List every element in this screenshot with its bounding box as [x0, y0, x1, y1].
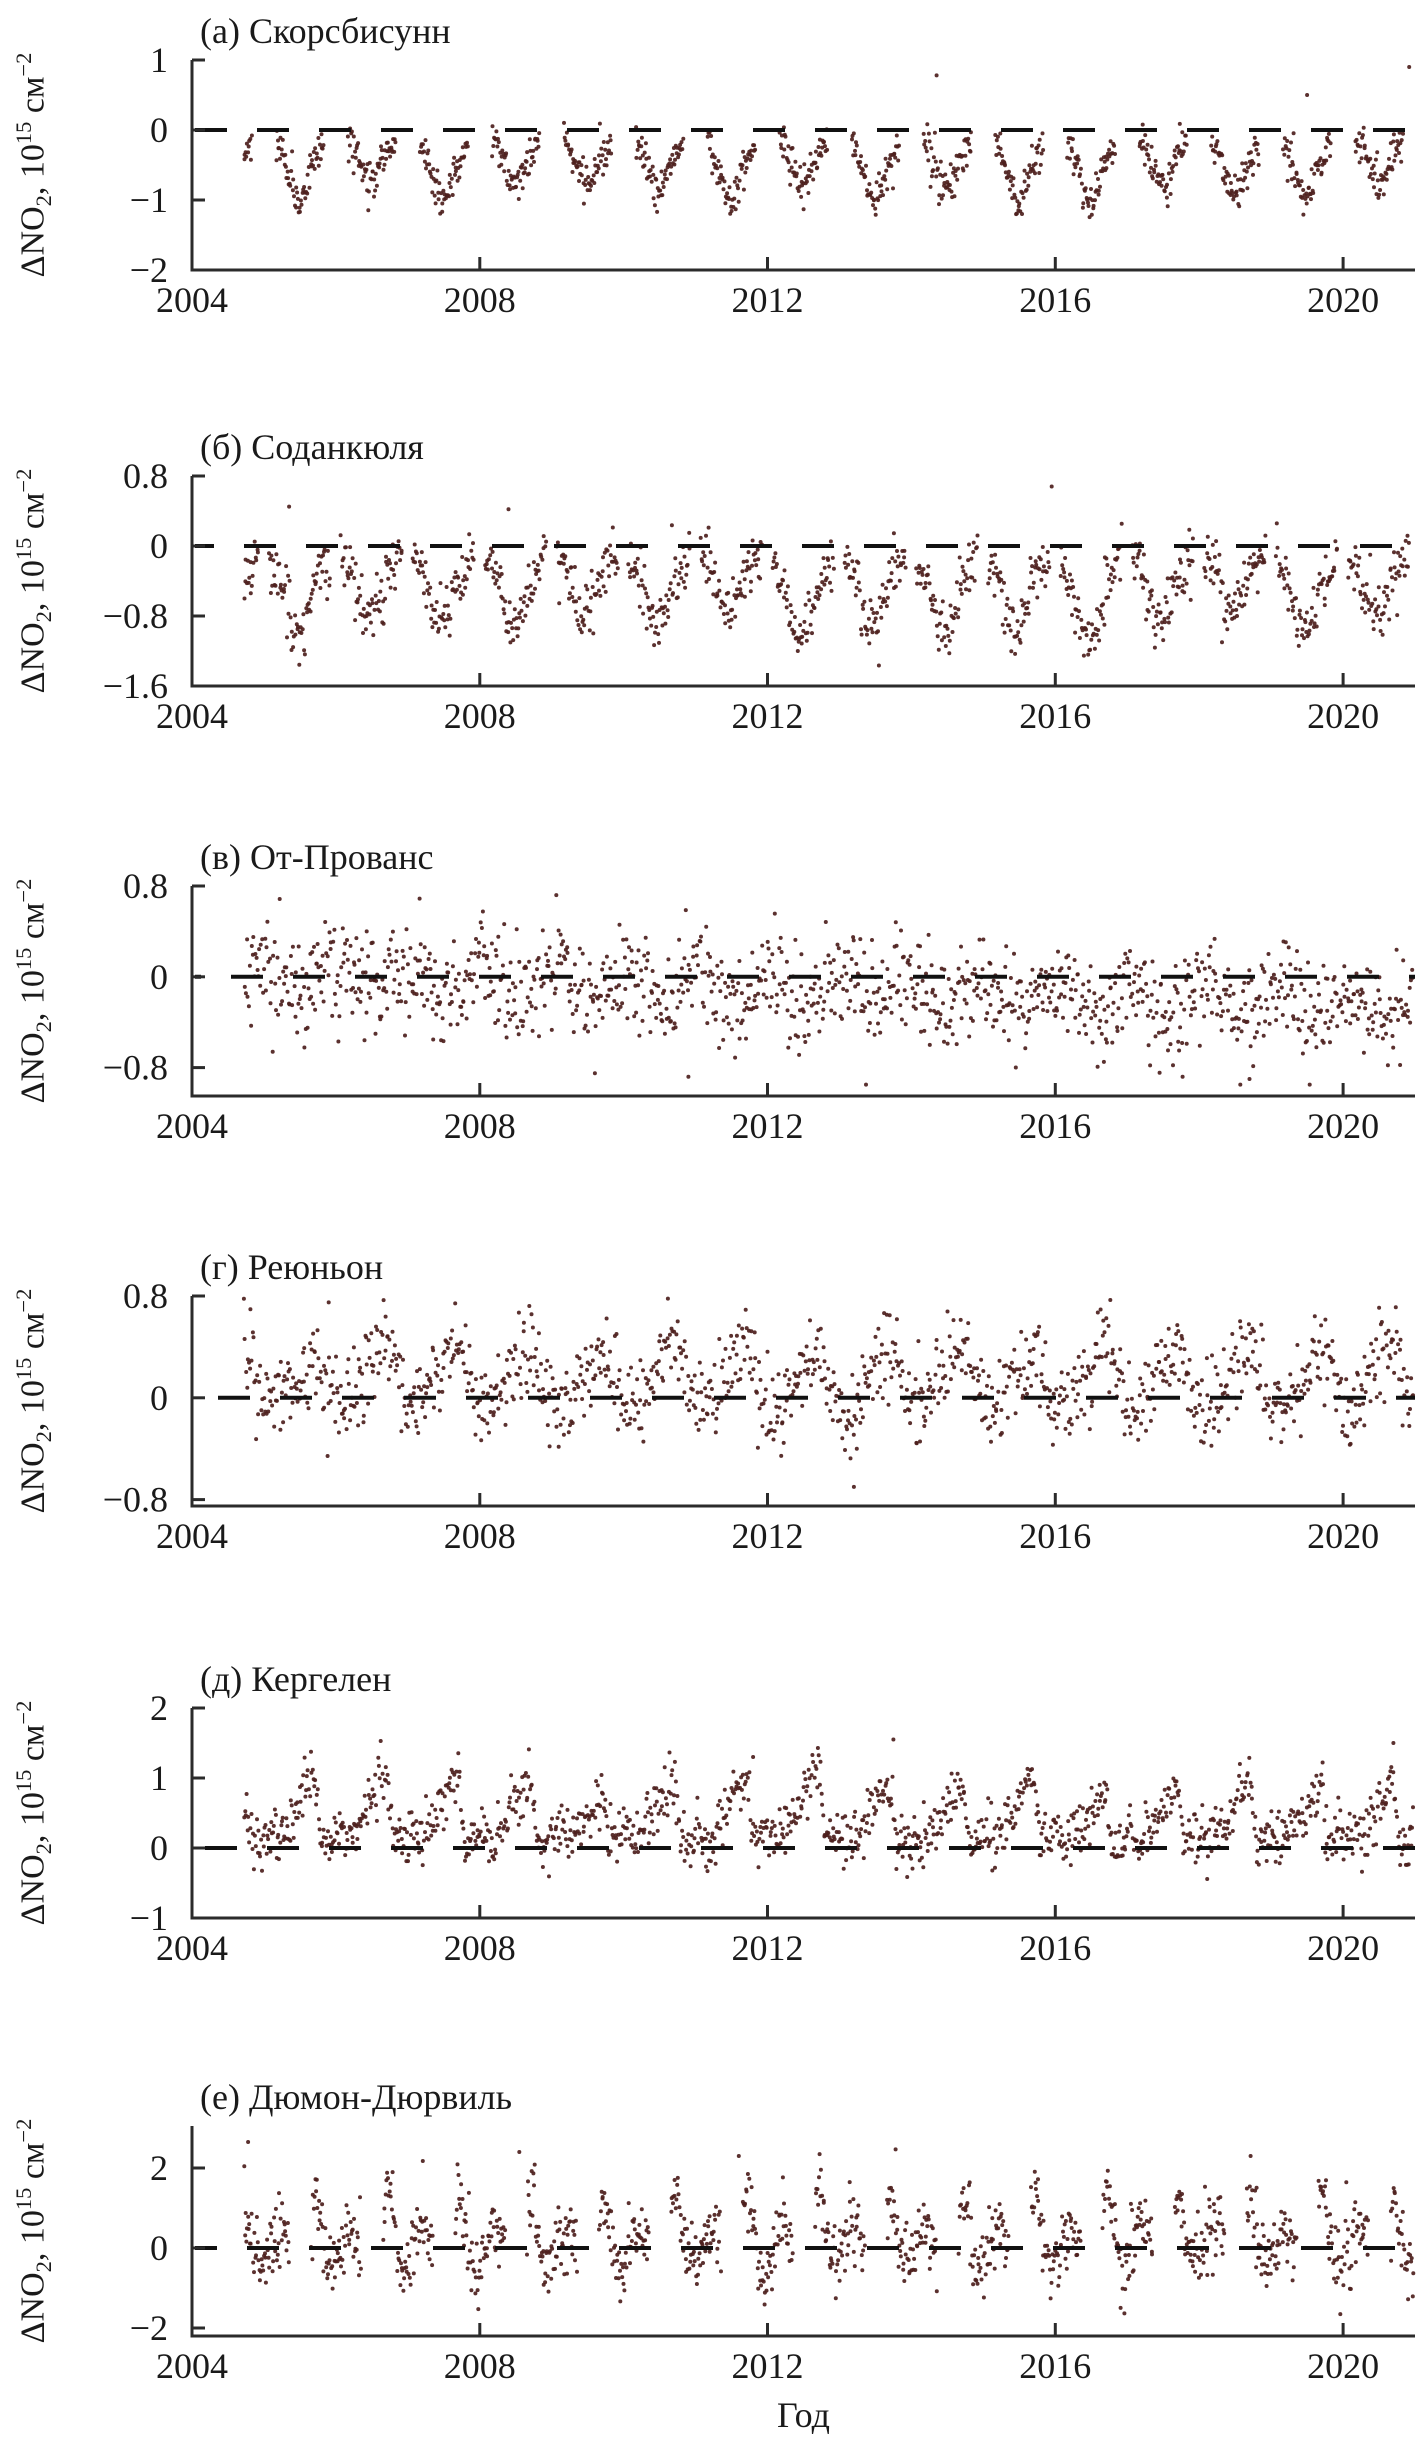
- ylabel-base: ΔNO: [14, 206, 52, 278]
- y-tick-label: 2: [150, 1688, 168, 1728]
- ylabel-mid: , 10: [14, 2210, 52, 2262]
- ylabel-mid: , 10: [14, 144, 52, 196]
- y-tick-label: 0: [150, 956, 168, 997]
- ylabel-subscript: 2: [31, 1431, 57, 1443]
- ylabel-unit-exponent: −2: [10, 468, 36, 493]
- ylabel-unit-exponent: −2: [10, 878, 36, 903]
- ylabel-mid: , 10: [14, 970, 52, 1022]
- x-tick-label: 2016: [1019, 1106, 1092, 1146]
- ylabel-mid: , 10: [14, 1792, 52, 1844]
- x-tick-label: 2012: [731, 696, 804, 736]
- ylabel-subscript: 2: [31, 1021, 57, 1033]
- axes-spines: [192, 476, 1415, 686]
- x-tick-label: 2016: [1019, 696, 1092, 736]
- y-axis-label: [11, 1701, 57, 1926]
- ylabel-mid: , 10: [14, 560, 52, 612]
- y-tick-label: 0: [150, 526, 168, 566]
- ylabel-base: ΔNO: [14, 622, 52, 694]
- x-tick-label: 2004: [156, 1106, 228, 1146]
- x-tick-label: 2020: [1307, 696, 1380, 736]
- y-tick-label: −0.8: [102, 1479, 168, 1520]
- y-tick-label: 2: [150, 2148, 168, 2188]
- ylabel-unit-exponent: −2: [10, 52, 36, 77]
- y-tick-label: 1: [150, 1758, 168, 1798]
- panel-dumont-durville: [0, 2020, 1423, 2452]
- x-tick-label: 2008: [443, 1516, 516, 1556]
- x-tick-label: 2004: [156, 280, 228, 320]
- scatter-points: [243, 65, 1412, 219]
- y-tick-label: −1.6: [102, 666, 168, 706]
- x-axis-title: Год: [777, 2395, 830, 2435]
- ylabel-unit: см: [14, 1312, 52, 1358]
- axes-spines: [192, 886, 1415, 1096]
- x-tick-label: 2012: [731, 1928, 804, 1968]
- ylabel-base: ΔNO: [14, 1032, 52, 1104]
- ylabel-superscript: 15: [10, 947, 36, 971]
- y-tick-label: 0: [150, 110, 168, 150]
- ylabel-unit: см: [14, 492, 52, 538]
- panel-title: (д) Кергелен: [200, 1659, 392, 1699]
- y-tick-label: 0.8: [123, 1276, 168, 1316]
- y-tick-label: 0: [150, 1828, 168, 1868]
- y-tick-label: 0.8: [123, 866, 168, 906]
- scatter-points: [243, 893, 1415, 1087]
- x-tick-label: 2004: [156, 696, 228, 736]
- x-tick-label: 2008: [443, 1106, 516, 1146]
- x-tick-label: 2016: [1019, 1928, 1092, 1968]
- y-tick-label: −2: [129, 250, 168, 290]
- scatter-points: [242, 1738, 1415, 1882]
- x-tick-label: 2020: [1307, 2346, 1380, 2386]
- y-axis-label: [11, 469, 57, 694]
- y-axis-label: [11, 53, 57, 278]
- x-tick-label: 2012: [731, 2346, 804, 2386]
- panel-title: (г) Реюньон: [200, 1247, 384, 1287]
- y-axis-label: [11, 1289, 57, 1514]
- ylabel-unit: см: [14, 902, 52, 948]
- ylabel-unit-exponent: −2: [10, 1288, 36, 1313]
- y-tick-label: −0.8: [102, 1047, 168, 1088]
- scatter-points: [243, 485, 1411, 668]
- x-tick-label: 2020: [1307, 1516, 1380, 1556]
- panel-haute-provence: [0, 808, 1423, 1212]
- y-tick-label: 0: [150, 1377, 168, 1418]
- panel-reunion: [0, 1212, 1423, 1616]
- x-tick-label: 2008: [443, 696, 516, 736]
- y-axis-label: [11, 2119, 57, 2344]
- panel-kerguelen: [0, 1616, 1423, 2020]
- ylabel-subscript: 2: [31, 1843, 57, 1855]
- ylabel-unit-exponent: −2: [10, 1700, 36, 1725]
- scatter-points: [242, 2140, 1415, 2316]
- ylabel-superscript: 15: [10, 1769, 36, 1793]
- ylabel-subscript: 2: [31, 611, 57, 623]
- panel-title: (б) Соданкюля: [200, 427, 424, 467]
- panel-title: (в) От-Прованс: [200, 837, 434, 877]
- x-tick-label: 2012: [731, 1516, 804, 1556]
- x-tick-label: 2004: [156, 1928, 228, 1968]
- y-tick-label: 0: [150, 2228, 168, 2268]
- ylabel-superscript: 15: [10, 121, 36, 145]
- x-tick-label: 2008: [443, 280, 516, 320]
- ylabel-subscript: 2: [31, 2261, 57, 2273]
- ylabel-superscript: 15: [10, 537, 36, 561]
- x-tick-label: 2008: [443, 1928, 516, 1968]
- x-tick-label: 2020: [1307, 280, 1380, 320]
- panel-sodankyla: [0, 404, 1423, 808]
- x-tick-label: 2004: [156, 1516, 228, 1556]
- ylabel-unit: см: [14, 76, 52, 122]
- x-tick-label: 2012: [731, 280, 804, 320]
- x-tick-label: 2020: [1307, 1928, 1380, 1968]
- ylabel-subscript: 2: [31, 195, 57, 207]
- x-tick-label: 2004: [156, 2346, 228, 2386]
- ylabel-base: ΔNO: [14, 2272, 52, 2344]
- y-axis-label: [11, 879, 57, 1104]
- x-tick-label: 2016: [1019, 280, 1092, 320]
- ylabel-unit: см: [14, 1724, 52, 1770]
- x-tick-label: 2012: [731, 1106, 804, 1146]
- panel-scoresbysund: [0, 0, 1423, 404]
- x-tick-label: 2016: [1019, 2346, 1092, 2386]
- panel-plot-scoresbysund: [0, 0, 1423, 404]
- ylabel-base: ΔNO: [14, 1442, 52, 1514]
- y-tick-label: −0.8: [102, 596, 168, 636]
- x-tick-label: 2016: [1019, 1516, 1092, 1556]
- ylabel-superscript: 15: [10, 1357, 36, 1381]
- y-tick-label: 1: [150, 40, 168, 80]
- panel-title: (е) Дюмон-Дюрвиль: [200, 2077, 513, 2117]
- ylabel-unit-exponent: −2: [10, 2118, 36, 2143]
- y-tick-label: 0.8: [123, 456, 168, 496]
- axes-spines: [192, 2126, 1415, 2336]
- x-tick-label: 2020: [1307, 1106, 1380, 1146]
- ylabel-unit: см: [14, 2142, 52, 2188]
- ylabel-mid: , 10: [14, 1380, 52, 1432]
- y-tick-label: −1: [129, 1898, 168, 1938]
- y-tick-label: −2: [129, 2308, 168, 2348]
- ylabel-base: ΔNO: [14, 1854, 52, 1926]
- y-tick-label: −1: [129, 180, 168, 220]
- ylabel-superscript: 15: [10, 2187, 36, 2211]
- scatter-points: [242, 1297, 1415, 1489]
- panel-title: (а) Скорсбисунн: [200, 11, 451, 51]
- x-tick-label: 2008: [443, 2346, 516, 2386]
